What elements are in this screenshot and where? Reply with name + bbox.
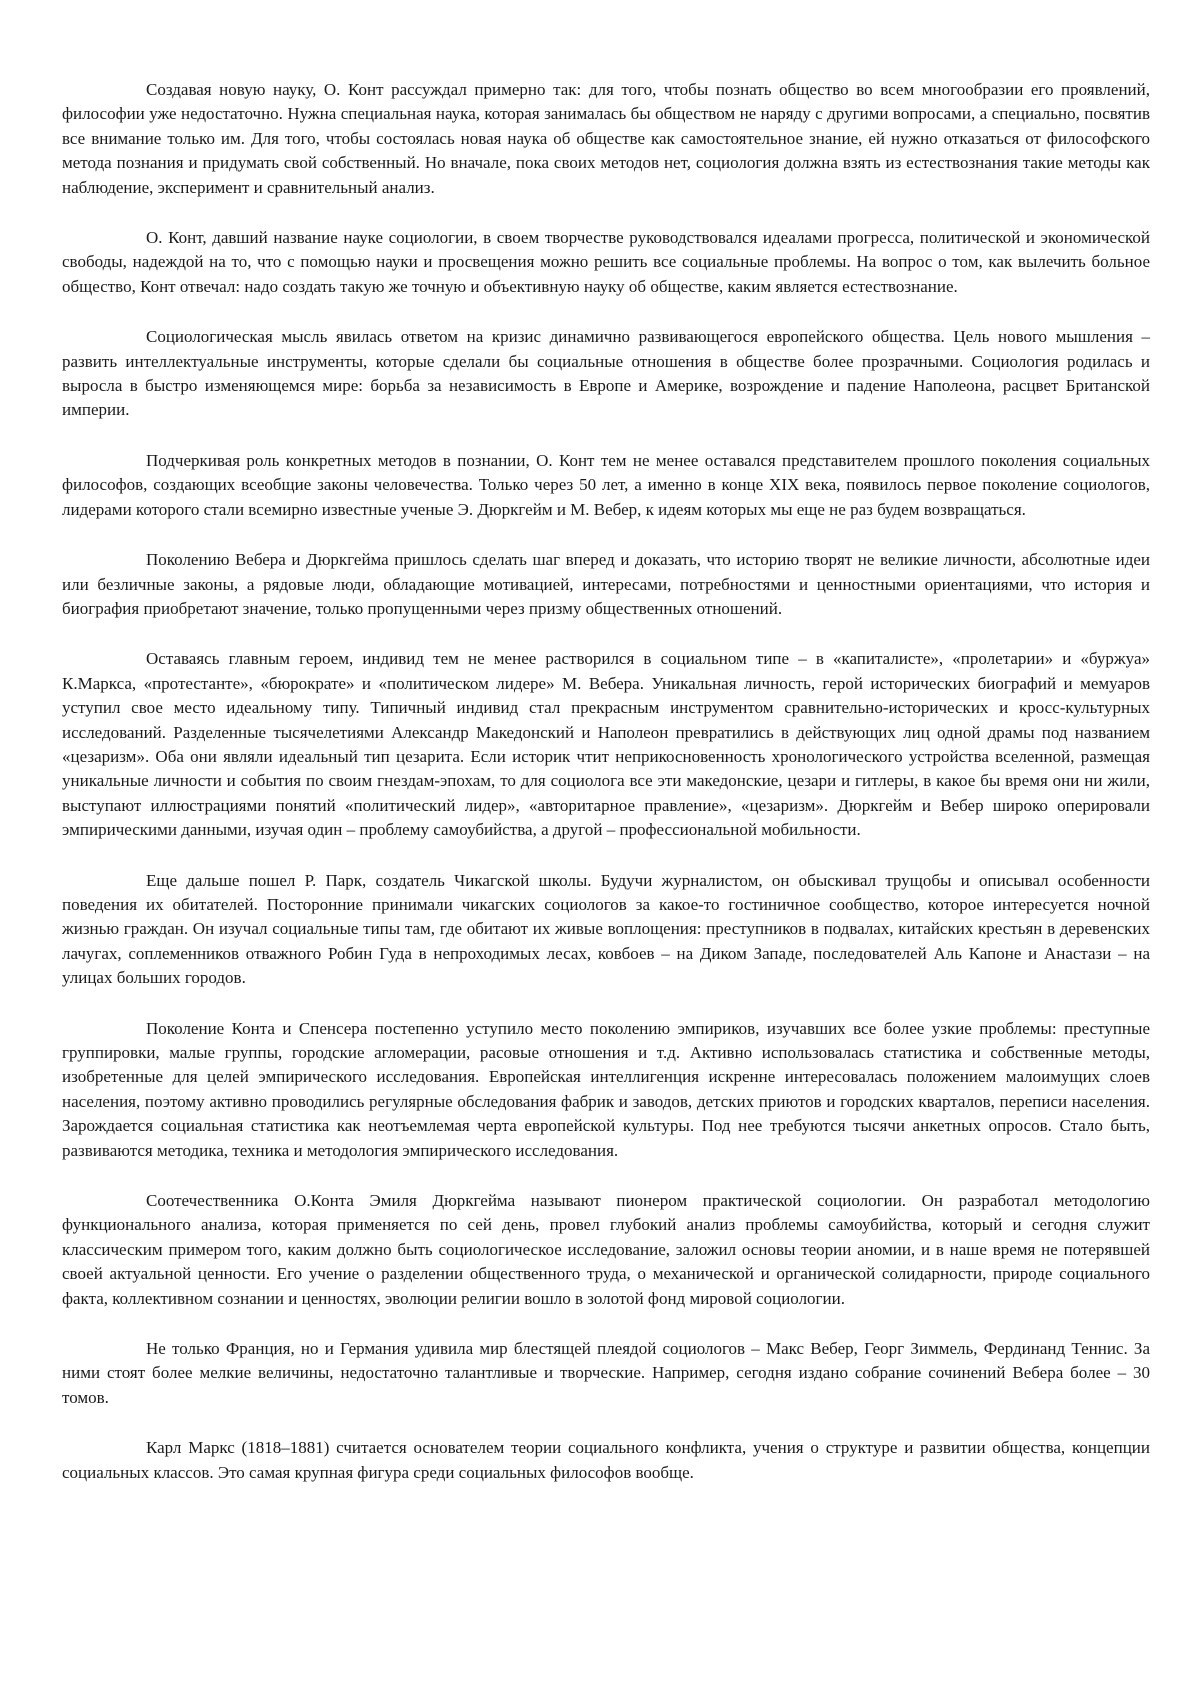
- paragraph-durkheim: Соотечественника О.Конта Эмиля Дюркгейма называют пионером практической социологии. Он разработал методологию функционального анализа, которая применяется по сей день, провел глубокий анализ проблемы самоубийства, который и сегодня служит классическим примером того, каким должно быть социологическое исследование, заложил основы теории аномии, и в наше время не потерявшей своей актуальной ценности. Его учение о разделении общественного труда, о механической и органической солидарности, природе социального факта, коллективном сознании и ценностях, эволюции религии вошло в золотой фонд мировой социологии.: [62, 1191, 1150, 1308]
- paragraph-empiricists: Поколение Конта и Спенсера постепенно уступило место поколению эмпириков, изучавших все более узкие проблемы: преступные группировки, малые группы, городские агломерации, расовые отношения и т.д. Активно использовалась статистика и собственные методы, изобретенные для целей эмпирического исследования. Европейская интеллигенция искренне интересовалась положением малоимущих слоев населения, поэтому активно проводились регулярные обследования фабрик и заводов, детских приютов и городских кварталов, переписи населения. Зарождается социальная статистика как неотъемлемая черта европейской культуры. Под нее требуются тысячи анкетных опросов. Стало быть, развиваются методика, техника и методология эмпирического исследования.: [62, 1018, 1150, 1160]
- paragraph-weber-durkheim: Поколению Вебера и Дюркгейма пришлось сделать шаг вперед и доказать, что историю творят не великие личности, абсолютные идеи или безличные законы, а рядовые люди, обладающие мотивацией, интересами, потребностями и ценностными ориентациями, что история и биография приобретают значение, только пропущенными через призму общественных отношений.: [62, 550, 1150, 618]
- paragraph-germany: Не только Франция, но и Германия удивила мир блестящей плеядой социологов – Макс Вебер, Георг Зиммель, Фердинанд Теннис. За ними стоят более мелкие величины, недостаточно талантливые и творческие. Например, сегодня издано собрание сочинений Вебера более – 30 томов.: [62, 1339, 1150, 1407]
- paragraph-comte-progress: О. Конт, давший название науке социологии, в своем творчестве руководствовался идеалами прогресса, политической и экономической свободы, надеждой на то, что с помощью науки и просвещения можно решить все социальные проблемы. На вопрос о том, как вылечить больное общество, Конт отвечал: надо создать такую же точную и объективную науку об обществе, каким является естествознание.: [62, 228, 1150, 296]
- paragraph-first-generation: Подчеркивая роль конкретных методов в познании, О. Конт тем не менее оставался представителем прошлого поколения социальных философов, создающих всеобщие законы человечества. Только через 50 лет, а именно в конце XIX века, появилось первое поколение социологов, лидерами которого стали всемирно известные ученые Э. Дюркгейм и М. Вебер, к идеям которых мы еще не раз будем возвращаться.: [62, 450, 1150, 519]
- paragraph-comte-new-science: Создавая новую науку, О. Конт рассуждал примерно так: для того, чтобы познать общество во всем многообразии его проявлений, философии уже недостаточно. Нужна специальная наука, которая занималась бы обществом не наряду с другими вопросами, а специально, посвятив все внимание только им. Для того, чтобы состоялась новая наука об обществе как самостоятельное знание, ей нужно отказаться от философского метода познания и придумать свой собственный. Но вначале, пока своих методов нет, социология должна взять из естествознания такие методы как наблюдение, эксперимент и сравнительный анализ.: [62, 80, 1150, 197]
- paragraph-sociological-thought: Социологическая мысль явилась ответом на кризис динамично развивающегося европейского общества. Цель нового мышления – развить интеллектуальные инструменты, которые сделали бы социальные отношения в обществе более прозрачными. Социология родилась и выросла в быстро изменяющемся мире: борьба за независимость в Европе и Америке, возрождение и падение Наполеона, расцвет Британской империи.: [62, 327, 1150, 420]
- paragraph-social-type: Оставаясь главным героем, индивид тем не менее растворился в социальном типе – в «капиталисте», «пролетарии» и «буржуа» К.Маркса, «протестанте», «бюрократе» и «политическом лидере» М. Вебера. Уникальная личность, герой исторических биографий и мемуаров уступил свое место идеальному типу. Типичный индивид стал прекрасным инструментом сравнительно-исторических и кросс-культурных исследований. Разделенные тысячелетиями Александр Македонский и Наполеон превратились в действующих лиц одной драмы под названием «цезаризм». Оба они являли идеальный тип цезарита. Если историк чтит неприкосновенность хронологического устройства вселенной, размещая уникальные личности и события по своим гнездам-эпохам, то для социолога все эти македонские, цезари и гитлеры, в какое бы время они ни жили, выступают иллюстрациями понятий «политический лидер», «авторитарное правление», «цезаризм». Дюркгейм и Вебер широко оперировали эмпирическими данными, изучая один – проблему самоубийства, а другой – профессиональной мобильности.: [62, 649, 1150, 840]
- paragraph-park-chicago: Еще дальше пошел Р. Парк, создатель Чикагской школы. Будучи журналистом, он обыскивал трущобы и описывал особенности поведения их обитателей. Посторонние принимали чикагских социологов за какое-то гостиничное сообщество, которое интересуется ночной жизнью граждан. Он изучал социальные типы там, где обитают их живые воплощения: преступников в подвалах, китайских крестьян в деревенских лачугах, соплеменников отважного Робин Гуда в непроходимых лесах, ковбоев – на Диком Западе, последователей Аль Капоне и Анастази – на улицах больших городов.: [62, 870, 1150, 988]
- paragraph-marx: Карл Маркс (1818–1881) считается основателем теории социального конфликта, учения о структуре и развитии общества, концепции социальных классов. Это самая крупная фигура среди социальных философов вообще.: [62, 1438, 1150, 1482]
- document-page: [62, 78, 1150, 1485]
